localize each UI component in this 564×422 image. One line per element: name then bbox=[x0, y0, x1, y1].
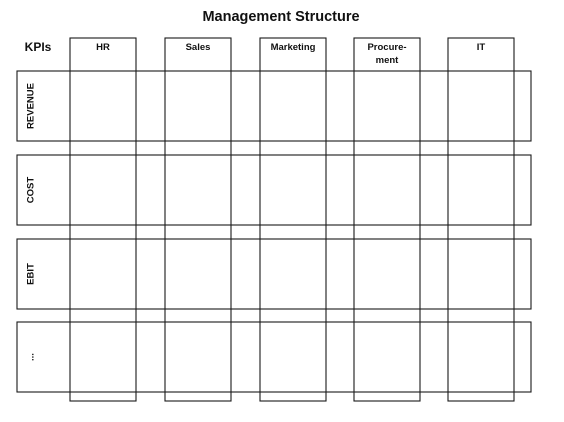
column-label-hr: HR bbox=[96, 42, 110, 53]
column-label-procure-ment: Procure-ment bbox=[367, 42, 407, 66]
column-label-it: IT bbox=[476, 42, 486, 53]
kpi-label: KPIs bbox=[24, 40, 52, 54]
column-label-sales: Sales bbox=[185, 42, 211, 53]
column-box-it bbox=[448, 38, 514, 401]
column-box-sales bbox=[165, 38, 231, 401]
column-box-hr bbox=[70, 38, 136, 401]
row-labels bbox=[26, 83, 37, 361]
row-label-more: ... bbox=[25, 353, 37, 361]
row-box-ebit bbox=[17, 239, 531, 309]
row-box-more bbox=[17, 322, 531, 392]
column-labels bbox=[96, 42, 485, 66]
row-box-cost bbox=[17, 155, 531, 225]
column-box-procure-ment bbox=[354, 38, 420, 401]
column-box-marketing bbox=[260, 38, 326, 401]
row-label-revenue: REVENUE bbox=[25, 83, 37, 129]
column-boxes bbox=[70, 38, 514, 401]
row-boxes bbox=[17, 71, 531, 392]
row-label-ebit: EBIT bbox=[25, 263, 37, 285]
column-label-marketing: Marketing bbox=[270, 42, 316, 53]
row-box-revenue bbox=[17, 71, 531, 141]
diagram-title: Management Structure bbox=[202, 9, 360, 25]
row-label-cost: COST bbox=[25, 176, 37, 204]
